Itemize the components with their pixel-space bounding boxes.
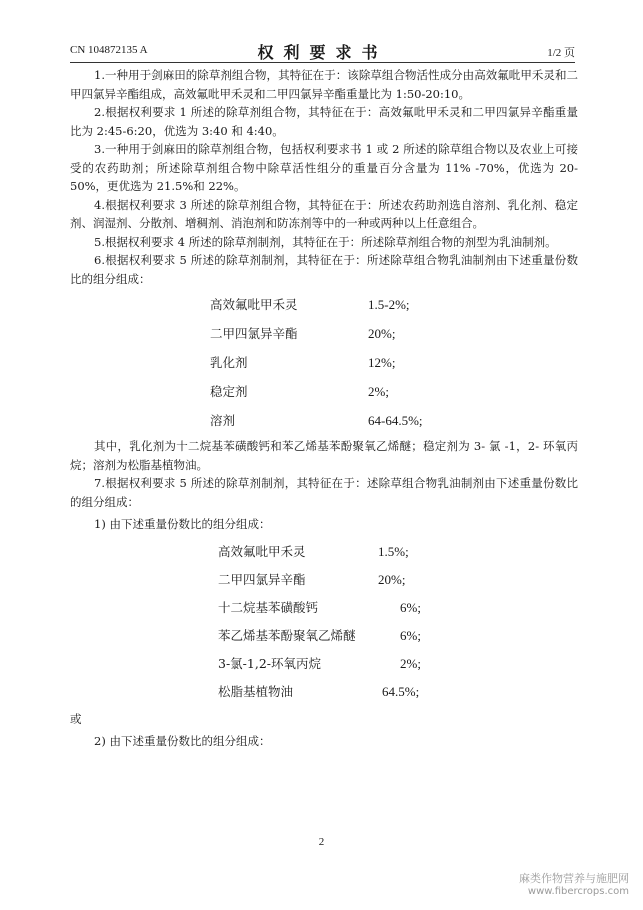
component-name: 高效氟吡甲禾灵	[218, 543, 306, 559]
component-name: 二甲四氯异辛酯	[210, 326, 298, 341]
component-name: 松脂基植物油	[218, 683, 294, 699]
claim-6: 6.根据权利要求 5 所述的除草剂制剂，其特征在于：所述除草组合物乳油制剂由下述重量份数比的组分组成：	[70, 253, 578, 286]
table-row	[70, 622, 578, 650]
component-value: 64-64.5%;	[368, 413, 423, 428]
component-value: 20%;	[368, 326, 396, 341]
header-rule	[70, 62, 575, 63]
option-1-heading: 1) 由下述重量份数比的组分组成：	[94, 517, 271, 531]
claim-5: 5.根据权利要求 4 所述的除草剂制剂，其特征在于：所述除草剂组合物的剂型为乳油制剂。	[94, 234, 557, 249]
table-row	[70, 406, 578, 435]
component-value: 6%;	[400, 627, 421, 643]
table-row	[70, 348, 578, 377]
claim-7: 7.根据权利要求 5 所述的除草剂制剂，其特征在于：述除草组合物乳油制剂由下述重量份数比的组分组成：	[70, 476, 578, 509]
claim-6-note: 其中，乳化剂为十二烷基苯磺酸钙和苯乙烯基苯酚聚氧乙烯醚；稳定剂为 3- 氯 -1，2- 环氧丙烷；溶剂为松脂基植物油。	[70, 439, 578, 472]
table-row	[70, 566, 578, 594]
option-2-heading: 2) 由下述重量份数比的组分组成：	[94, 734, 271, 748]
claim-3: 3.一种用于剑麻田的除草剂组合物，包括权利要求书 1 或 2 所述的除草组合物以及农业上可接受的农药助剂；所述除草剂组合物中除草活性组分的重量百分含量为 11% -70%，优选为 20-50%，更优选为 21.5%和 22%。	[70, 142, 578, 193]
claim-4: 4.根据权利要求 3 所述的除草剂组合物，其特征在于：所述农药助剂选自溶剂、乳化剂、稳定剂、润湿剂、分散剂、增稠剂、消泡剂和防冻剂等中的一种或两种以上任意组合。	[70, 197, 578, 230]
component-value: 2%;	[368, 384, 389, 399]
patent-number: CN 104872135 A	[70, 44, 148, 56]
component-value: 20%;	[378, 571, 406, 587]
claim-2: 2.根据权利要求 1 所述的除草剂组合物，其特征在于：高效氟吡甲禾灵和二甲四氯异辛酯重量比为 2:45-6:20，优选为 3:40 和 4:40。	[70, 105, 578, 138]
component-value: 2%;	[400, 655, 421, 671]
component-name: 二甲四氯异辛酯	[218, 571, 306, 587]
component-name: 3-氯-1,2-环氧丙烷	[218, 655, 322, 671]
claims-body	[70, 66, 578, 755]
table-row	[70, 650, 578, 678]
component-name: 高效氟吡甲禾灵	[210, 297, 298, 312]
component-name: 溶剂	[210, 413, 236, 428]
page-header	[70, 40, 575, 62]
table-row	[70, 678, 578, 706]
component-value: 12%;	[368, 355, 396, 370]
table-row	[70, 594, 578, 622]
composition-table-1	[70, 290, 578, 435]
table-row	[70, 319, 578, 348]
component-value: 1.5%;	[378, 543, 409, 559]
table-row	[70, 377, 578, 406]
component-value: 6%;	[400, 599, 421, 615]
table-row	[70, 538, 578, 566]
or-separator: 或	[70, 711, 82, 726]
component-name: 乳化剂	[210, 355, 248, 370]
component-name: 十二烷基苯磺酸钙	[218, 599, 319, 615]
watermark	[519, 870, 629, 897]
component-value: 64.5%;	[382, 683, 420, 699]
watermark-cn: 麻类作物营养与施肥网	[519, 872, 629, 885]
page-title: 权利要求书	[257, 43, 388, 62]
claim-1: 1.一种用于剑麻田的除草剂组合物，其特征在于：该除草组合物活性成分由高效氟吡甲禾灵和二甲四氯异辛酯组成，高效氟吡甲禾灵和二甲四氯异辛酯重量比为 1:50-20:10。	[70, 68, 578, 101]
component-value: 1.5-2%;	[368, 297, 410, 312]
composition-table-2	[70, 538, 578, 706]
watermark-url: www.fibercrops.com	[527, 886, 629, 897]
page-number: 2	[318, 836, 325, 848]
table-row	[70, 290, 578, 319]
component-name: 稳定剂	[210, 384, 248, 399]
component-name: 苯乙烯基苯酚聚氧乙烯醚	[218, 627, 356, 643]
page-indicator: 1/2 页	[547, 47, 575, 59]
